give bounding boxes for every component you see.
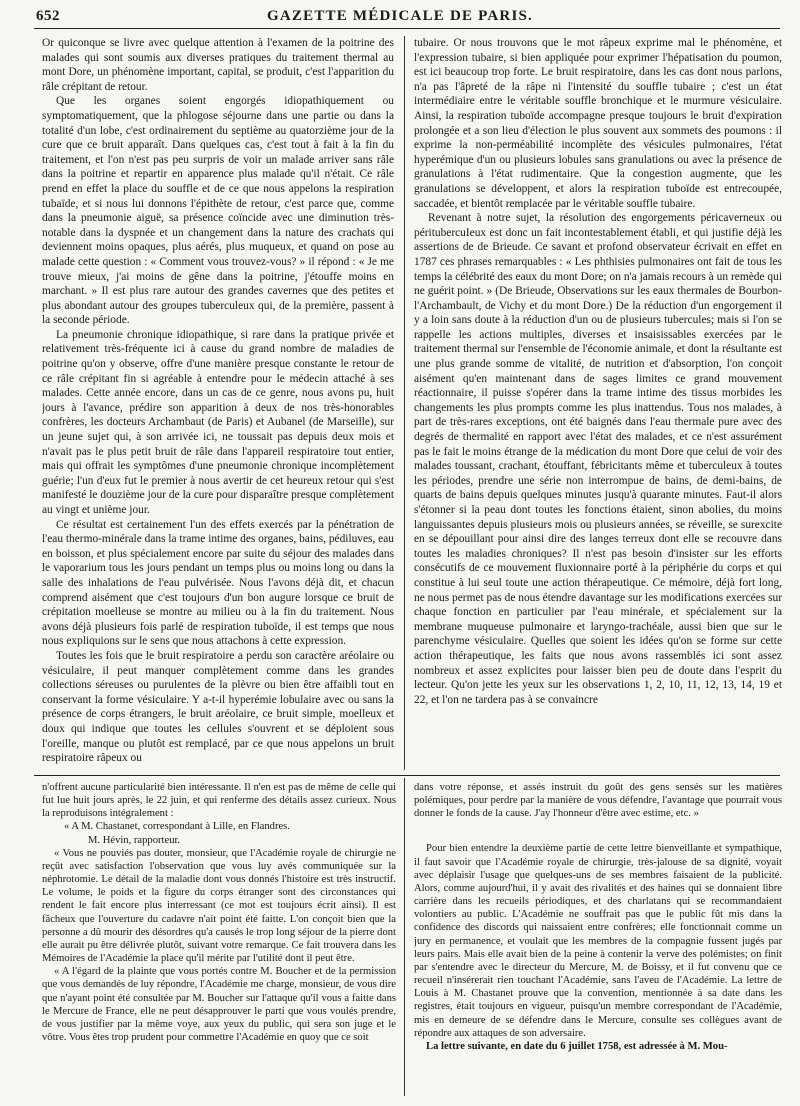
journal-title: GAZETTE MÉDICALE DE PARIS.: [267, 8, 533, 24]
paragraph: Toutes les fois que le bruit respiratoire a perdu son caractère aréolaire ou vésiculaire, il peut manquer complètement comme dans les grandes collections séreuses ou purulentes de la plèvre ou bien être affaibli tout en conservant la forme vésiculaire. Y a-t-il hyperémie lobulaire avec ou sans la présence de corps étrangers, le bruit aréolaire, ce bruit simple, moelleux et doux qui indique que toutes les cellules s'ouvrent et se déploient sous l'oreille, manque ou plutôt est remplacé, par ce que nous appelons un bruit respiratoire râpeux ou: [42, 649, 394, 765]
letter-paragraph: « Vous ne pouviés pas douter, monsieur, que l'Académie royale de chirurgie ne reçût avec satisfaction l'observation que vous luy avés communiquée sur la néphrotomie. Le détail de la maladie dont vous donnés l'histoire est très instructif. Le volume, le poids et la figure du corps étranger sont des circonstances qui rendent le fait encore plus interressant (ce mot est toujours écrit ainsi). Il est fâcheux que l'ouverture du cadavre n'ait point été faitte. L'on conçoit bien que la personne a dû mourir des désordres qu'a causés le trop long séjour de la pierre dont elle aurait pu être délivrée plutôt, suivant votre remarque. Ce fait trouvera dans les Mémoires de l'Académie la place qu'il mérite par l'utilité dont il peut être.: [42, 847, 396, 965]
upper-left-column: [42, 36, 394, 768]
lower-left-column: [42, 781, 396, 1101]
paragraph: La pneumonie chronique idiopathique, si rare dans la pratique privée et relativement très-fréquente ici à cause du grand nombre de maladies de poitrine qu'on y observe, offre d'une manière presque constante le retour de ce râle crépitant fin si agréable à entendre pour le médecin attaché à ses malades. Cette année encore, dans un cas de ce genre, nous avons pu, huit jours à l'avance, prédire son apparition à deux de nos très-honorables confrères, les docteurs Archambaut (de Paris) et Aubanel (de Marseille), sur un jeune sujet qui, à son arrivée ici, ne toussait pas depuis deux mois et n'avait pas le plus petit bruit de râle dans l'appareil respiratoire tout entier, mais qui offrait les symptômes d'une pneumonie chronique incomplètement guérie; l'un d'eux fut le premier à nous avertir de cet heureux retour qui s'est manifesté le douzième jour de la cure pour disparaître presque complètement au vingt et unième jour.: [42, 328, 394, 516]
letter-address: « A M. Chastanet, correspondant à Lille, en Flandres.: [64, 821, 290, 833]
paragraph: Ce résultat est certainement l'un des effets exercés par la pénétration de l'eau thermo-minérale dans la trame intime des organes, bains, pédiluves, eau en boisson, et plus spécialement encore par suite du séjour des malades dans le vaporarium tous les jours pendant un temps plus ou moins long ou dans la salle des inhalations de l'eau pulvérisée. Nous l'avons déjà dit, et chacun comprend aisément que c'est toujours d'un bon augure lorsque ce bruit de crépitation moelleuse se montre au milieu ou à la fin du traitement. Nous avons déjà plusieurs fois parlé de respiration tuboïde, il est temps que nous nous expliquions sur le sens que nous attachons à cette expression.: [42, 518, 394, 648]
upper-column-divider: [404, 36, 405, 770]
letter-paragraph: « A l'égard de la plainte que vous portés contre M. Boucher et de la permission que vous demandés de luy répondre, l'Académie me charge, monsieur, de vous dire que n'ayant point été consultée par M. Boucher sur l'attaque qu'il vous a faitte dans le Mercure de France, elle ne peut désapprouver le parti que vous voulés prendre, de vous justifier par la même voye, aux yeux du public, qui sera son juge et le vôtre. Vous êtes trop prudent pour commettre l'Académie en quoy que ce soit: [42, 966, 396, 1043]
paragraph: tubaire. Or nous trouvons que le mot râpeux exprime mal le phénomène, et l'expression tubaire, si bien appliquée pour exprimer l'hépatisation du poumon, est ici beaucoup trop forte. Le bruit respiratoire, dans les cas dont nous parlons, n'a pas l'âpreté de la râpe ni l'intensité du souffle tubaire ; c'est un état intermédiaire entre le véritable souffle bronchique et le murmure vésiculaire. Ainsi, la respiration tuboïde accompagne presque toujours le bruit d'expiration prolongée et a son lieu d'élection le plus souvent aux sommets des poumons : il exprime la non-perméabilité incomplète des vésicules pulmonaires, l'état hyperémique d'un ou plusieurs lobules sans granulations ou avec la présence de granulations à l'état rudimentaire. Que la congestion augmente, que les granulations se développent, et alors la respiration tuboïde est entrecoupée, saccadée, et bientôt remplacée par le véritable souffle tubaire.: [414, 37, 782, 210]
letter-closing: dans votre réponse, et assés instruit du goût des gens sensés sur les matières polémiques, pour perdre par la manière de vous défendre, l'avantage que pourrait vous donner le fonds de la cause. J'ay l'honneur d'être avec estime, etc. »: [414, 782, 782, 820]
letter-rapporteur: M. Hévin, rapporteur.: [88, 834, 181, 846]
lower-right-column: [414, 781, 782, 1101]
section-divider: [34, 775, 780, 776]
paragraph: La lettre suivante, en date du 6 juillet 1758, est adressée à M. Mou-: [426, 1040, 728, 1052]
paragraph: Revenant à notre sujet, la résolution des engorgements péricaverneux ou péritubercuIeux est donc un fait incontestablement établi, et qui justifie déjà les assertions de de Brieude. Ce savant et profond observateur écrivait en effet en 1787 ces phrases remarquables : « Les phthisies pulmonaires ont fait de tous les temps la célébrité des eaux du mont Dore; on n'a jamais recours à un remède qui ne guérit point. » (De Brieude, Observations sur les eaux thermales de Bourbon-l'Archambault, de Vichy et du mont Dore.) De la réduction d'un engorgement il y a loin sans doute à la réduction d'un ou de plusieurs tubercules; mais si l'on se rappelle les actions multiples, diverses et insaisissables exercées par le traitement thermal sur l'ensemble de l'économie animale, et dont la résultante est une plus grande somme de vitalité, de nutrition et d'absorption, l'on conçoit aisément qu'en maintenant dans de sages limites ce grand mouvement réactionnaire, il puisse s'opérer dans la trame intime des tissus morbides les changements les plus prompts comme les plus inattendus. Tous nos malades, à part de très-rares exceptions, ont été baignés dans l'eau thermale pure avec des degrés de thermalité en rapport avec l'état des malades, et ce n'est assurément pas le fait le moins étrange de la médication du mont Dore que celui de voir des malades toussant, crachant, étouffant, fébricitants même et tuberculeux à toutes les périodes, prendre une série non interrompue de bains, de demi-bains, de quarts de bains depuis quelques minutes jusqu'à quarante minutes. Faut-il alors s'étonner si la peau dont toutes les fonctions étaient, sinon abolies, du moins languissantes depuis plusieurs mois ou plusieurs années, se réveille, se surexcite en se dépouillant pour ainsi dire des langes terreux dont elle se recouvre dans toutes les maladies chroniques? Il n'est pas besoin d'insister sur les efforts consécutifs de ce mouvement fluxionnaire porté à la périphérie du corps et qui constitue à lui seul toute une action thérapeutique. Ce mémoire, déjà fort long, ne nous permet pas de nous étendre davantage sur les modifications exercées sur chaque fonction en particulier par l'eau minérale, et spécialement sur la membrane muqueuse pulmonaire et laryngo-trachéale, aussi bien que sur le parenchyme vésiculaire. Quelles que soient les idées qu'on se forme sur cette action thérapeutique, les faits que nous avons rassemblés ici sont assez nombreux et assez explicites pour laisser bien peu de doute dans l'esprit du lecteur. Qu'on jette les yeux sur les observations 1, 2, 10, 11, 12, 13, 14, 19 et 22, et l'on ne tardera pas à se convaincre: [414, 212, 782, 706]
header-rule: [34, 28, 780, 29]
paragraph: n'offrent aucune particularité bien intéressante. Il n'en est pas de même de celle qui fut lue huit jours après, le 22 juin, et qui renferme des détails assez curieux. Nous la reproduisons intégralement :: [42, 782, 396, 820]
lower-column-divider: [404, 778, 405, 1096]
page-header: [0, 4, 800, 28]
paragraph: Or quiconque se livre avec quelque attention à l'examen de la poitrine des malades qui sont soumis aux diverses pratiques du traitement thermal au mont Dore, un phénomène important, capital, se produit, c'est l'apparition du râle crépitant de retour.: [42, 37, 394, 93]
page-number: 652: [36, 8, 60, 24]
paragraph: Que les organes soient engorgés idiopathiquement ou symptomatiquement, que la phlogose séjourne dans une partie ou dans la totalité d'un lobe, c'est ordinairement du septième au quatorzième jour de la cure que ce bruit apparaît. Dans quelques cas, c'est tout à fait à la fin du traitement, et l'on n'est pas peu surpris de voir un malade arriver sans râle dans la poitrine et repartir en apparence plus malade qu'il n'était. Ce râle prend en effet la place du souffle et de ce que nous appelons la respiration tubaïde, et si nous lui donnons l'épithète de retour, c'est parce que, comme dans la pneumonie aiguë, sa présence coïncide avec une diminution très-notable dans la dyspnée et un changement dans la nature des crachats qui deviennent moins opaques, plus aérés, plus muqueux, et quand on pose au malade cette question : « Comment vous trouvez-vous? » il répond : « Je me trouve mieux, j'ai moins de gêne dans la poitrine, j'étouffe moins en marchant. » Il est plus rare autour des grandes cavernes que des petites et plus abondant autour des groupes tuberculeux qui, de la première, passent à la seconde période.: [42, 95, 394, 327]
upper-right-column: [414, 36, 782, 768]
paragraph: Pour bien entendre la deuxième partie de cette lettre bienveillante et sympathique, il faut savoir que l'Académie royale de chirurgie, très-jalouse de sa dignité, voyait avec déplaisir l'usage que quelques-uns de ses membres faisaient de la publicité. Alors, comme aujourd'hui, il y avait des rivalités et des haines qui se donnaient libre carrière dans les recueils périodiques, et des charlatans qui se recommandaient volontiers au public. L'Académie ne souffrait pas que le public fût mis dans la confidence des discords qui naissaient entre confrères; elle fonctionnait comme un jury en permanence, et voulait que les membres de la compagnie fussent jugés par leurs pairs. Mais elle avait bien de la peine à contenir la verve des polémistes; on finit par s'entendre avec le directeur du Mercure, M. de Boissy, et il fut convenu que ce recueil n'insérerait rien touchant l'Académie, sans l'aveu de l'Académie. La lettre de Louis à M. Chastanet prouve que la convention, mentionnée à sa date dans les registres, était toujours en vigueur, puisqu'un membre correspondant de l'Académie, mis en demeure de se défendre dans le Mercure, consulte ses collègues avant de répondre aux attaques de son adversaire.: [414, 843, 782, 1039]
